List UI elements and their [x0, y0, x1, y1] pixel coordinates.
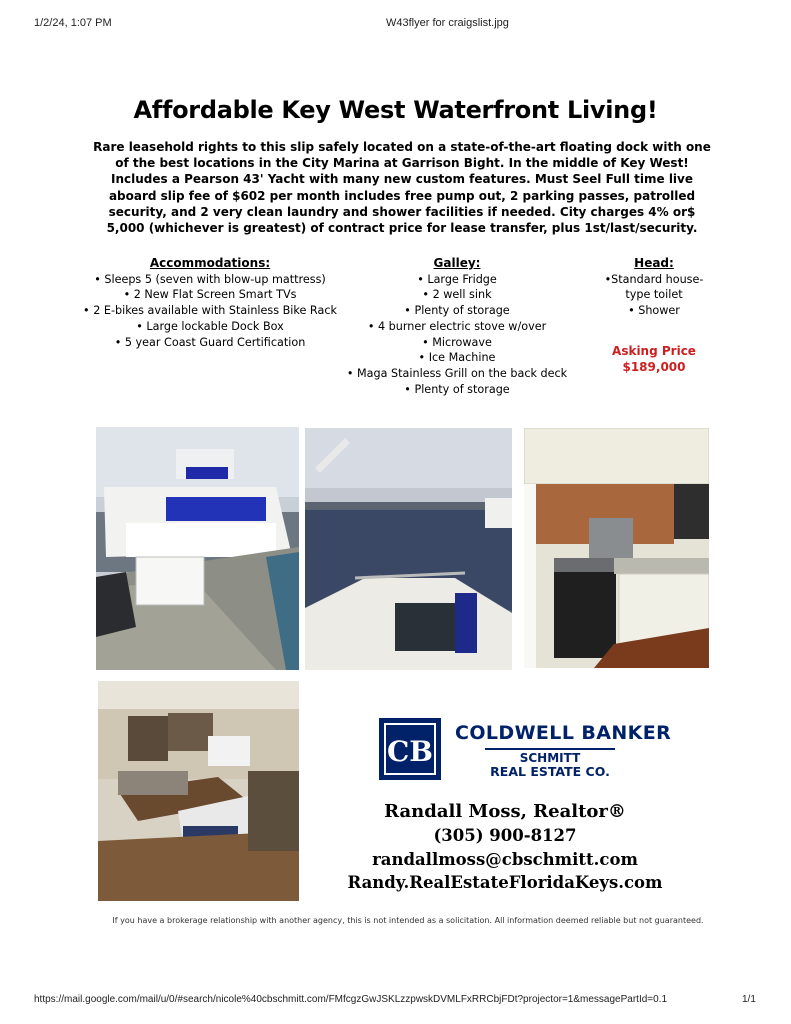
accommodations-item: • Large lockable Dock Box — [136, 319, 284, 333]
brand-subtitle-company: REAL ESTATE CO. — [490, 764, 610, 779]
intro-paragraph-location: Rare leasehold rights to this slip safely located on a state-of-the-art floating dock with one of the best locations in the City Marina at Garrison Bight. In the middle of Key West! — [93, 140, 711, 171]
galley-heading: Galley: — [433, 256, 481, 270]
flyer-title: Affordable Key West Waterfront Living! — [133, 96, 658, 124]
accommodations-column — [70, 256, 350, 350]
cb-monogram-icon — [386, 725, 434, 773]
print-url: https://mail.google.com/mail/u/0/#search/nicole%40cbschmitt.com/FMfcgzGwJSKLzzpwskDVMLFxRRCbjFDt?projector=1&messagePartId=0.1 — [34, 994, 668, 1005]
galley-column — [332, 256, 582, 397]
svg-text:CB: CB — [387, 735, 433, 768]
yacht-at-dock-photo — [96, 427, 299, 670]
galley-item: • Large Fridge — [417, 272, 497, 286]
accommodations-item: • 2 New Flat Screen Smart TVs — [123, 288, 297, 302]
brand-divider — [485, 748, 615, 750]
head-item: • Shower — [628, 304, 680, 318]
accommodations-item: • 2 E-bikes available with Stainless Bike Rack — [83, 304, 337, 318]
accommodations-item: • Sleeps 5 (seven with blow-up mattress) — [94, 272, 326, 286]
agent-email: randallmoss@cbschmitt.com — [372, 850, 638, 869]
head-heading: Head: — [634, 256, 674, 270]
galley-item: • Plenty of storage — [404, 382, 510, 396]
asking-price — [592, 343, 716, 375]
print-page-number: 1/1 — [742, 994, 756, 1005]
disclaimer: If you have a brokerage relationship with another agency, this is not intended as a solicitation. All information deemed reliable but not guaranteed. — [112, 916, 704, 925]
brand-subtitle-schmitt: SCHMITT — [519, 751, 581, 765]
galley-item: • Ice Machine — [418, 351, 496, 365]
intro-text — [92, 139, 712, 236]
accommodations-heading: Accommodations: — [149, 256, 271, 270]
salon-interior-photo — [98, 681, 299, 901]
asking-price-value: $189,000 — [622, 360, 686, 374]
intro-paragraph-yacht: Includes a Pearson 43' Yacht with many new custom features. Must Seel Full time live aboard slip fee of $602 per month includes free pump out, 2 parking passes, patrolled security, and 2 very clean laundry and shower facilities if needed. City charges 4% or$ 5,000 (whichever is greatest) of contract price for lease transfer, plus 1st/last/security. — [106, 172, 698, 236]
asking-price-label: Asking Price — [612, 344, 696, 358]
marina-view-photo — [305, 428, 512, 670]
galley-kitchen-photo — [524, 428, 709, 668]
galley-item: • 2 well sink — [422, 288, 492, 302]
head-column — [598, 256, 710, 319]
galley-item: • 4 burner electric stove w/over — [367, 319, 547, 333]
galley-item: • Maga Stainless Grill on the back deck — [346, 366, 568, 380]
brand-name: COLDWELL BANKER — [455, 722, 672, 744]
print-datetime: 1/2/24, 1:07 PM — [34, 17, 112, 29]
galley-item: • Plenty of storage — [404, 304, 510, 318]
accommodations-item: • 5 year Coast Guard Certification — [114, 335, 306, 349]
galley-item: • Microwave — [422, 335, 492, 349]
agent-name: Randall Moss, Realtor® — [384, 801, 626, 822]
agent-phone: (305) 900-8127 — [433, 826, 577, 845]
coldwell-banker-logo — [379, 718, 441, 780]
print-filename: W43flyer for craigslist.jpg — [386, 17, 509, 29]
agent-website: Randy.RealEstateFloridaKeys.com — [347, 873, 663, 892]
head-item: •Standard house-type toilet — [604, 272, 704, 302]
